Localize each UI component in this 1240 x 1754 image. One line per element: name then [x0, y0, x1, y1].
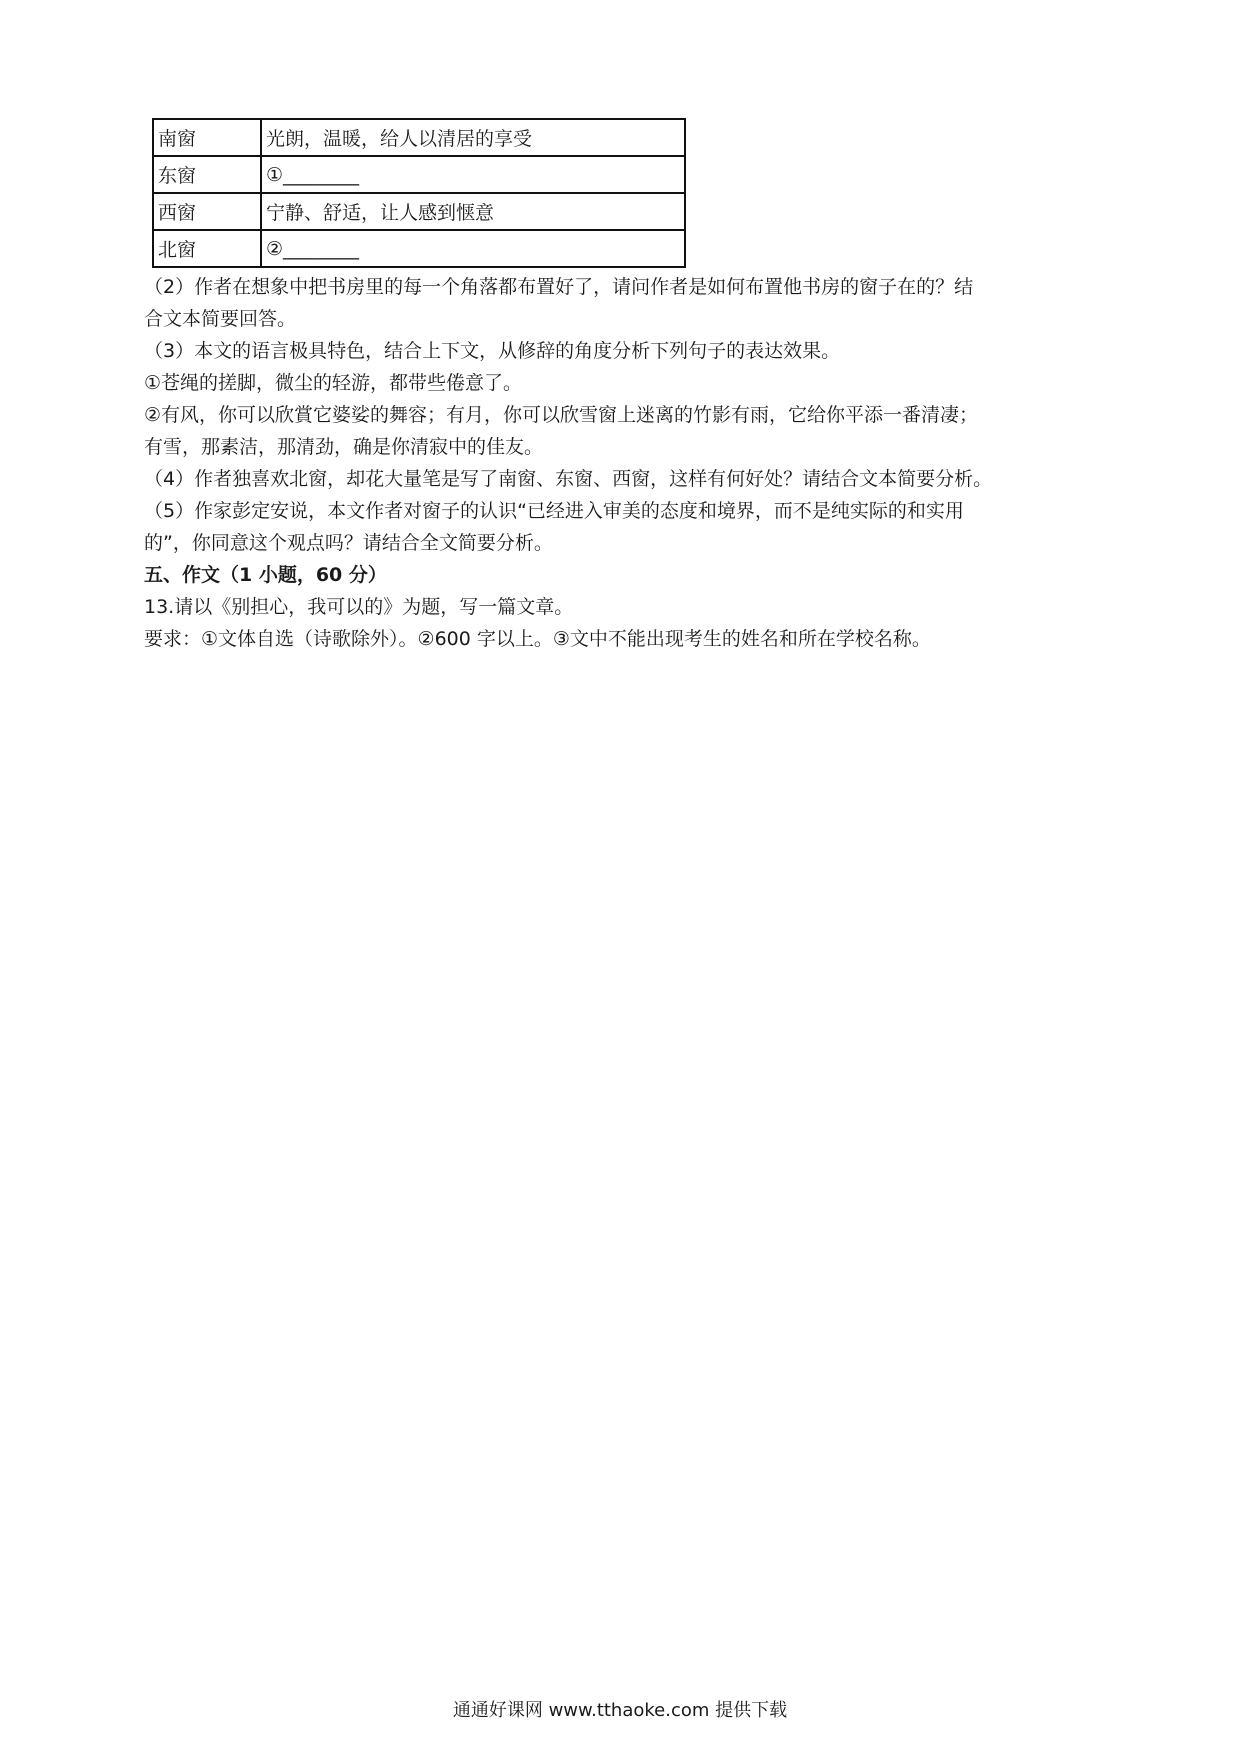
table-row — [153, 119, 685, 156]
page-footer: 通通好课网 www.tthaoke.com 提供下载 — [452, 1700, 788, 1721]
table-cell-label: 东窗 — [153, 156, 261, 193]
table-cell-label: 北窗 — [153, 230, 261, 267]
question-3-sentence-2-cont: 有雪，那素洁，那清劲，确是你清寂中的佳友。 — [144, 436, 544, 458]
table-row — [153, 193, 685, 230]
window-table — [152, 118, 686, 268]
question-5: （5）作家彭定安说，本文作者对窗子的认识“已经进入审美的态度和境界，而不是纯实际的和实用 — [144, 500, 964, 522]
section-heading: 五、作文（1 小题，60 分） — [144, 564, 387, 586]
table-cell-value: ①________ — [261, 156, 685, 193]
table-row — [153, 156, 685, 193]
answer-blank: ________ — [283, 237, 360, 260]
question-3-sentence-2: ②有风，你可以欣賞它婆娑的舞容；有月，你可以欣雪窗上迷离的竹影有雨，它给你平添一番清凄； — [144, 404, 979, 426]
question-4: （4）作者独喜欢北窗，却花大量笔是写了南窗、东窗、西窗，这样有何好处？请结合文本简要分析。 — [144, 468, 993, 490]
answer-blank: ________ — [283, 163, 360, 186]
question-13: 13.请以《别担心，我可以的》为题，写一篇文章。 — [144, 596, 574, 618]
table-row — [153, 230, 685, 267]
table-cell-label: 西窗 — [153, 193, 261, 230]
question-2: （2）作者在想象中把书房里的每一个角落都布置好了，请问作者是如何布置他书房的窗子在的？结 — [144, 276, 974, 298]
essay-requirements: 要求：①文体自选（诗歌除外）。②600 字以上。③文中不能出现考生的姓名和所在学校名称。 — [144, 628, 931, 650]
question-2-cont: 合文本简要回答。 — [144, 308, 297, 330]
question-3: （3）本文的语言极具特色，结合上下文，从修辞的角度分析下列句子的表达效果。 — [144, 340, 841, 362]
table-cell-value: ②________ — [261, 230, 685, 267]
table-cell-value: 光朗，温暖，给人以清居的享受 — [261, 119, 685, 156]
question-3-sentence-1: ①苍绳的搓脚，微尘的轻游，都带些倦意了。 — [144, 372, 523, 394]
table-cell-label: 南窗 — [153, 119, 261, 156]
table-cell-value: 宁静、舒适，让人感到惬意 — [261, 193, 685, 230]
question-5-cont: 的”，你同意这个观点吗？请结合全文简要分析。 — [144, 532, 553, 554]
question-body — [144, 271, 1104, 655]
